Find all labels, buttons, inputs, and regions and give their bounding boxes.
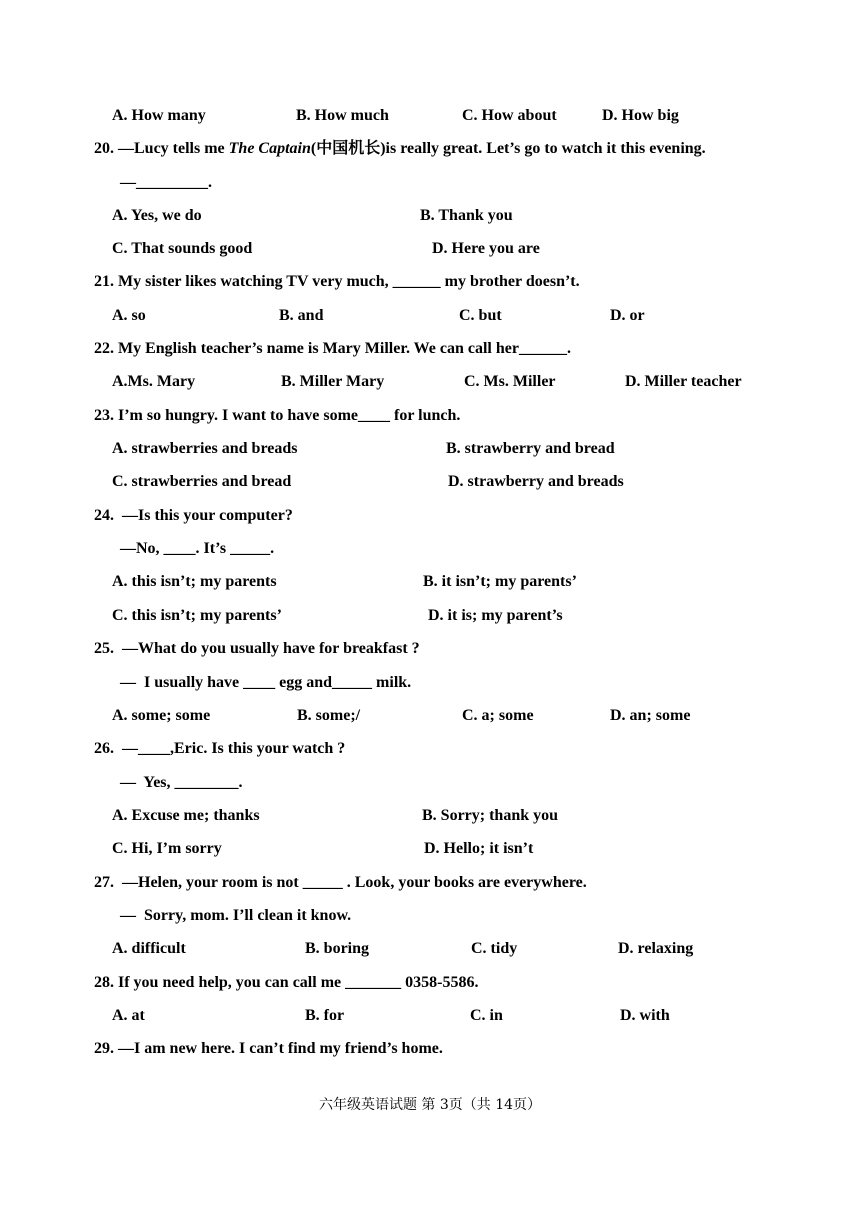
q29-stem: 29. —I am new here. I can’t find my friend’s home. (94, 1040, 443, 1057)
q21-stem: 21. My sister likes watching TV very much, ______ my brother doesn’t. (94, 273, 580, 290)
q21-option-d: D. or (610, 307, 645, 324)
q25-option-c: C. a; some (462, 707, 534, 724)
q21-option-c: C. but (459, 307, 502, 324)
q26-option-b: B. Sorry; thank you (422, 807, 559, 824)
q23-stem: 23. I’m so hungry. I want to have some____ for lunch. (94, 407, 461, 424)
q25-stem: 25. —What do you usually have for breakfast ? (94, 640, 420, 657)
q24-option-b: B. it isn’t; my parents’ (423, 573, 577, 590)
q27-option-b: B. boring (305, 940, 370, 957)
q25-option-a: A. some; some (112, 707, 211, 724)
q26-option-c: C. Hi, I’m sorry (112, 840, 222, 857)
q25-option-b: B. some;/ (297, 707, 361, 724)
q28-stem: 28. If you need help, you can call me _______ 0358-5586. (94, 974, 479, 991)
q22-option-c: C. Ms. Miller (464, 373, 556, 390)
q19-option-a: A. How many (112, 107, 206, 124)
q26-option-a: A. Excuse me; thanks (112, 807, 260, 824)
q25-reply: — I usually have ____ egg and_____ milk. (120, 674, 412, 691)
q21-option-a: A. so (112, 307, 146, 324)
q20-number: 20. (94, 140, 114, 157)
q22-option-d: D. Miller teacher (625, 373, 742, 390)
q20-reply: —_________. (120, 174, 212, 191)
q28-option-d: D. with (620, 1007, 670, 1024)
q26-reply: — Yes, ________. (120, 774, 243, 791)
q20-movie-title: The Captain (228, 140, 311, 157)
q22-option-b: B. Miller Mary (281, 373, 385, 390)
q20-stem-post: (中国机长)is really great. Let’s go to watch it this evening. (310, 140, 706, 157)
q23-option-d: D. strawberry and breads (448, 473, 624, 490)
q20-option-c: C. That sounds good (112, 240, 253, 257)
q23-option-b: B. strawberry and bread (446, 440, 615, 457)
q27-reply: — Sorry, mom. I’ll clean it know. (120, 907, 352, 924)
q24-option-d: D. it is; my parent’s (428, 607, 563, 624)
q28-option-b: B. for (305, 1007, 345, 1024)
q19-option-d: D. How big (602, 107, 679, 124)
q22-stem: 22. My English teacher’s name is Mary Miller. We can call her______. (94, 340, 571, 357)
q20-stem-pre: —Lucy tells me (114, 140, 229, 157)
q25-option-d: D. an; some (610, 707, 691, 724)
q20-stem (94, 139, 706, 159)
q28-option-c: C. in (470, 1007, 503, 1024)
q22-option-a: A.Ms. Mary (112, 373, 196, 390)
q27-stem: 27. —Helen, your room is not _____ . Look, your books are everywhere. (94, 874, 587, 891)
q19-option-c: C. How about (462, 107, 557, 124)
q21-option-b: B. and (279, 307, 324, 324)
q27-option-c: C. tidy (471, 940, 518, 957)
q24-reply: —No, ____. It’s _____. (120, 540, 275, 557)
q26-stem: 26. —____,Eric. Is this your watch ? (94, 740, 346, 757)
q20-option-a: A. Yes, we do (112, 207, 202, 224)
q24-stem: 24. —Is this your computer? (94, 507, 293, 524)
q27-option-d: D. relaxing (618, 940, 694, 957)
q26-option-d: D. Hello; it isn’t (424, 840, 534, 857)
q20-option-b: B. Thank you (420, 207, 513, 224)
page-footer: 六年级英语试题 第 3页（共 14页） (318, 1097, 542, 1113)
q20-option-d: D. Here you are (432, 240, 540, 257)
q24-option-a: A. this isn’t; my parents (112, 573, 277, 590)
q28-option-a: A. at (112, 1007, 145, 1024)
q24-option-c: C. this isn’t; my parents’ (112, 607, 282, 624)
q27-option-a: A. difficult (112, 940, 186, 957)
q19-option-b: B. How much (296, 107, 389, 124)
q23-option-c: C. strawberries and bread (112, 473, 292, 490)
q23-option-a: A. strawberries and breads (112, 440, 298, 457)
